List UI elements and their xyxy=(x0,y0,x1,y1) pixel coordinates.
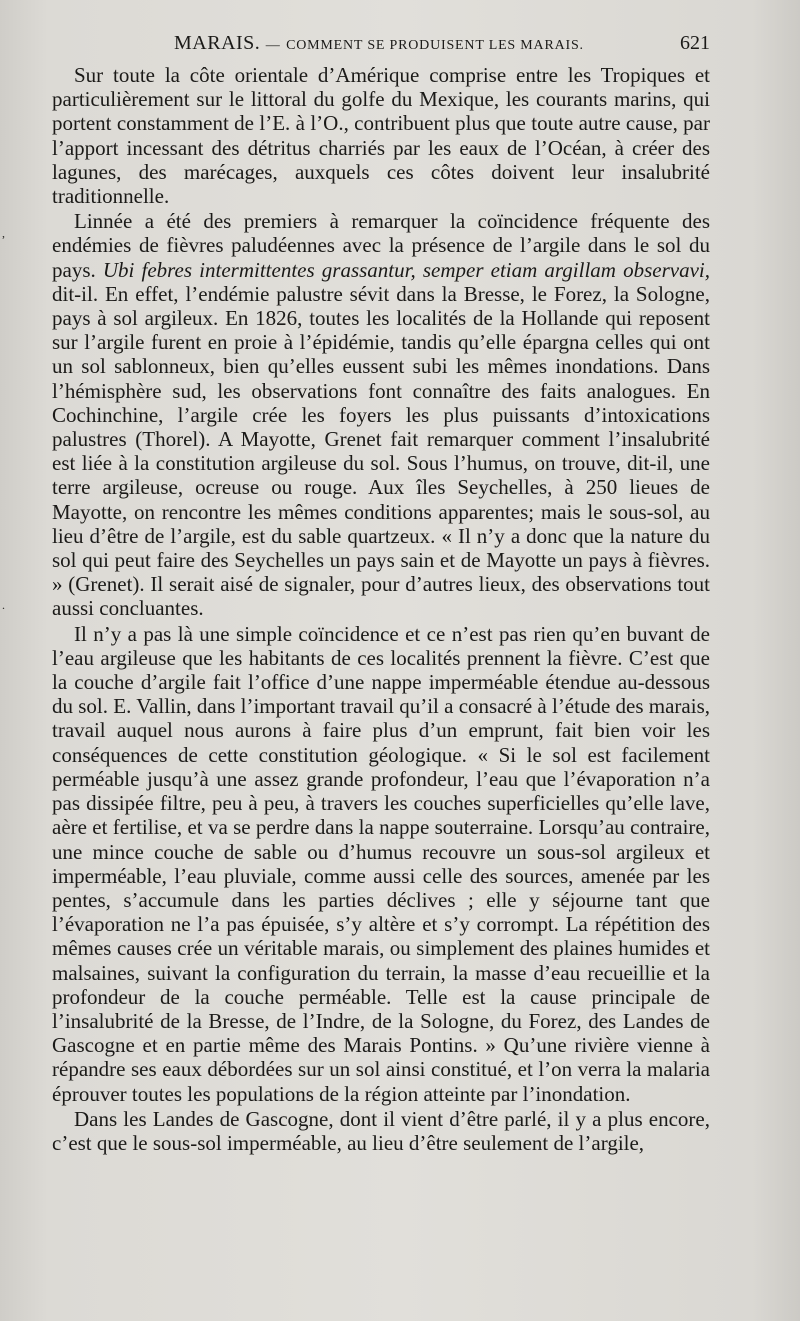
latin-quotation: Ubi febres intermittentes grassantur, semper etiam argillam observavi, xyxy=(102,257,710,282)
paragraph-text: Linnée a été des premiers à remarquer la coïncidence fréquente des endémies de fièvres paludéennes avec la présence de l’argile dans le sol du pays. xyxy=(52,209,710,282)
paragraph-text: dit-il. En effet, l’endémie palustre sévit dans la Bresse, le Forez, la Sologne, pays à sol argileux. En 1826, toutes les localités de la Hollande qui reposent sur l’argile furent en proie à l’épidémie, tandis qu’elle épargna celles qui ont un sol sablonneux, bien qu’elles eussent subi les mêmes inondations. Dans l’hémisphère sud, les observations font connaître des faits analogues. En Cochinchine, l’argile crée les foyers les plus puissants d’intoxications palustres (Thorel). A Mayotte, Grenet fait remarquer comment l’insalubrité est liée à la constitution argileuse du sol. Sous l’humus, on trouve, dit-il, une terre argileuse, ocreuse ou rouge. Aux îles Seychelles, à 250 lieues de Mayotte, on rencontre les mêmes conditions apparentes; mais le sous-sol, au lieu d’être de l’argile, est du sable quartzeux. « Il n’y a donc que la nature du sol qui peut faire des Seychelles un pays sain et de Mayotte un pays à fièvres. » (Grenet). Il serait aisé de signaler, pour d’autres lieux, des observations tout aussi concluantes. xyxy=(52,281,710,621)
body-text xyxy=(52,63,710,1155)
paragraph-text: Dans les Landes de Gascogne, dont il vient d’être parlé, il y a plus encore, c’est que le sous-sol imperméable, au lieu d’être seulement de l’argile, xyxy=(52,1106,710,1155)
page-header xyxy=(52,28,710,58)
paragraph xyxy=(52,209,710,620)
margin-tick-mark: . xyxy=(2,598,5,612)
running-title-section: MARAIS. xyxy=(174,32,261,54)
paragraph xyxy=(52,622,710,1106)
paragraph-text: Sur toute la côte orientale d’Amérique comprise entre les Tropiques et particulièrement sur le littoral du golfe du Mexique, les courants marins, qui portent constamment de l’E. à l’O., contribuent plus que toute autre cause, par l’apport incessant des détritus charriés par les eaux de l’Océan, à créer des lagunes, des marécages, auxquels ces côtes doivent leur insalubrité traditionnelle. xyxy=(52,63,710,209)
running-title-dash: — xyxy=(265,38,281,53)
paragraph-text: Il n’y a pas là une simple coïncidence et ce n’est pas rien qu’en buvant de l’eau argileuse que les habitants de ces localités prennent la fièvre. C’est que la couche d’argile fait l’office d’une nappe imperméable étendue au-dessous du sol. E. Vallin, dans l’important travail qu’il a consacré à l’étude des marais, travail auquel nous aurons à faire plus d’un emprunt, fait bien voir les conséquences de cette constitution géologique. « Si le sol est facilement perméable jusqu’à une assez grande profondeur, l’eau que l’évaporation n’a pas dissipée filtre, peu à peu, à travers les couches superficielles qu’elle lave, aère et fertilise, et va se perdre dans la nappe souterraine. Lorsqu’au contraire, une mince couche de sable ou d’humus recouvre un sous-sol argileux et imperméable, l’eau pluviale, comme aussi celle des sources, amenée par les pentes, s’accumule dans les parties déclives ; elle y séjourne tant que l’évaporation ne l’a pas épuisée, s’y altère et s’y corrompt. La répétition des mêmes causes crée un véritable marais, ou simplement des plaines humides et malsaines, suivant la configuration du terrain, la masse d’eau recueillie et la profondeur de la couche perméable. Telle est la cause principale de l’insalubrité de la Bresse, de l’Indre, de la Sologne, du Forez, des Landes de Gascogne et en partie même des Marais Pontins. » Qu’une rivière vienne à répandre ses eaux débordées sur un sol ainsi constitué, et l’on verra la malaria éprouver toutes les populations de la région atteinte par l’inondation. xyxy=(52,621,711,1106)
running-title xyxy=(174,28,584,61)
paragraph xyxy=(52,1107,710,1155)
running-title-text: COMMENT SE PRODUISENT LES MARAIS. xyxy=(286,38,584,53)
page-number: 621 xyxy=(680,32,710,54)
paragraph xyxy=(52,63,710,208)
margin-tick-mark: , xyxy=(2,226,5,240)
